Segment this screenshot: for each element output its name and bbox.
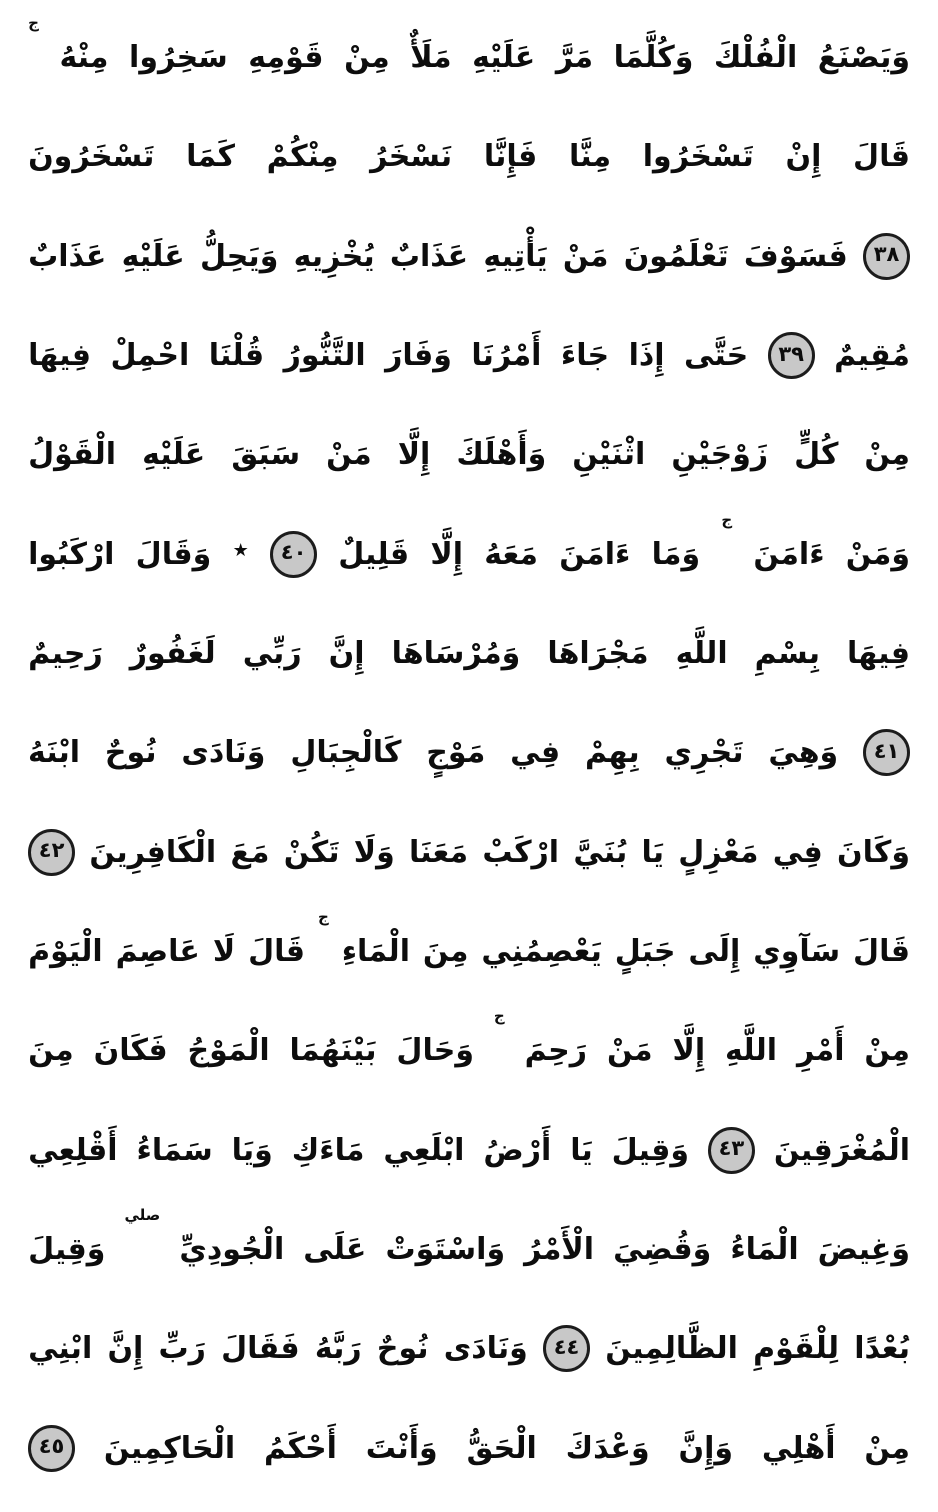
ayah-word: يَا (570, 1132, 593, 1168)
ayah-word: وَإِنَّ (678, 1430, 734, 1466)
waqf-mark: ج (493, 1007, 505, 1026)
ayah-word: وَغِيضَ (817, 1232, 910, 1268)
ayah-word: ارْكَبْ (482, 834, 560, 870)
ayah-word: تَعْلَمُونَ (623, 238, 729, 274)
ayah-word: لِلْقَوْمِ (753, 1331, 839, 1367)
ayah-word: بَيْنَهُمَا (289, 1033, 377, 1069)
ayah-word: وَيَصْنَعُ (817, 40, 910, 76)
ayah-word: الْفُلْكَ (713, 40, 798, 76)
ayah-word: الْقَوْلُ (28, 437, 117, 473)
ayah-word: تَكُنْ (283, 834, 340, 870)
ayah-word: وَأَهْلَكَ (456, 437, 547, 473)
ayah-word: فِيهَا (28, 338, 92, 374)
ayah-word: مَنْ (562, 238, 609, 274)
ayah-word: جَبَلٍ (614, 934, 676, 970)
ayah-word: وَيَحِلُّ (200, 238, 279, 274)
ayah-word: إِلَى (688, 934, 741, 970)
ayah-word: ءَامَنَ (753, 536, 825, 572)
ayah-word: مِنْ (864, 1430, 910, 1466)
ayah-word: بُنَيَّ (573, 834, 628, 870)
ayah-word: عَاصِمَ (115, 934, 200, 970)
ayah-word: الظَّالِمِينَ (605, 1331, 738, 1367)
ayah-end-marker: ٤١ (863, 729, 910, 776)
ayah-word: الْحَاكِمِينَ (103, 1430, 236, 1466)
ayah-word: الْأَمْرُ (524, 1232, 595, 1268)
ayah-word: عَلَيْهِ (121, 238, 185, 274)
ayah-word: وَعْدَكَ (565, 1430, 650, 1466)
ayah-word: بِهِمْ (585, 735, 640, 771)
ayah-word: وَنَادَى (443, 1331, 528, 1367)
ayah-word: وَمُرْسَاهَا (391, 636, 521, 672)
ayah-word: الْحَقُّ (466, 1430, 537, 1466)
waqf-mark: صلي (124, 1205, 161, 1224)
ayah-word: سَخِرُوا (129, 40, 228, 76)
ayah-word: مِنْكُمْ (266, 139, 339, 175)
ayah-word: مَعَهُ (484, 536, 538, 572)
quran-line (28, 1101, 910, 1200)
waqf-mark: ج (28, 14, 39, 32)
ayah-word: مَعَنَا (409, 834, 469, 870)
ayah-word: قَالَ (853, 934, 910, 970)
quran-line (28, 1299, 910, 1398)
ayah-word: الْكَافِرِينَ (89, 834, 217, 870)
ayah-word: وَاسْتَوَتْ (385, 1232, 506, 1268)
ayah-word: يُخْزِيهِ (293, 238, 375, 274)
ayah-word: رَحِمَ (524, 1033, 588, 1069)
ayah-word: الْمَوْجُ (187, 1033, 270, 1069)
ayah-word: مَنْ (326, 437, 372, 473)
waqf-mark: ج (317, 907, 329, 926)
ayah-word: مِنْ (864, 437, 910, 473)
ayah-word: مِنْ (864, 1033, 910, 1069)
ayah-word: مَلَأٌ (410, 40, 452, 76)
ayah-word: فَكَانَ (93, 1033, 168, 1069)
ayah-word: رَحِيمٌ (28, 636, 103, 672)
ayah-word: مَعَ (230, 834, 270, 870)
ayah-word: حَتَّى (683, 338, 749, 374)
ayah-end-marker: ٤٣ (708, 1127, 755, 1174)
ayah-word: اللَّهِ (725, 1033, 778, 1069)
ayah-word: إِنْ (785, 139, 822, 175)
ayah-word: كَمَا (186, 139, 235, 175)
ayah-word: وَأَنْتَ (365, 1430, 438, 1466)
quran-line (28, 207, 910, 306)
ayah-word: كَالْجِبَالِ (290, 735, 402, 771)
ayah-word: الْمَاءُ (730, 1232, 799, 1268)
ayah-word: مِنْ (344, 40, 390, 76)
waqf-mark: ج (721, 510, 733, 529)
ayah-word: فَإِنَّا (483, 139, 538, 175)
ayah-word: سَبَقَ (231, 437, 301, 473)
ayah-word: ارْكَبُوا (28, 536, 115, 572)
ayah-word: اثْنَيْنِ (572, 437, 646, 473)
ayah-word: وَمَنْ (845, 536, 910, 572)
ayah-word: قَالَ (248, 934, 306, 970)
ayah-word: التَّنُّورُ (283, 338, 366, 374)
ayah-word: إِنَّ (107, 1331, 144, 1367)
ayah-word: مَعْزِلٍ (678, 834, 759, 870)
ayah-word: وَهِيَ (768, 735, 839, 771)
ayah-word: مَنْ (607, 1033, 653, 1069)
ayah-word: تَجْرِي (664, 735, 744, 771)
ayah-word: فَقَالَ (221, 1331, 300, 1367)
ayah-word: احْمِلْ (110, 338, 190, 374)
ayah-word: سَمَاءُ (136, 1132, 213, 1168)
ayah-word: مِنَّا (568, 139, 612, 175)
ayah-word: عَذَابٌ (389, 238, 469, 274)
ayah-word: وَكُلَّمَا (613, 40, 694, 76)
ayah-word: وَفَارَ (385, 338, 452, 374)
quran-line (28, 1399, 910, 1498)
ayah-word: الْيَوْمَ (28, 934, 103, 970)
ayah-word: فَسَوْفَ (743, 238, 848, 274)
ayah-word: عَلَى (303, 1232, 367, 1268)
ayah-word: عَلَيْهِ (472, 40, 536, 76)
ayah-word: إِلَّا (430, 536, 464, 572)
quran-line (28, 1200, 910, 1299)
ayah-word: الْمَاءِ (341, 934, 410, 970)
ayah-word: وَقِيلَ (28, 1232, 106, 1268)
ayah-word: نَسْخَرُ (370, 139, 453, 175)
ayah-word: قَوْمِهِ (248, 40, 324, 76)
ayah-word: أَمْرُنَا (471, 338, 542, 374)
ayah-word: مَجْرَاهَا (547, 636, 649, 672)
ayah-word: رَبِّي (242, 636, 302, 672)
ayah-word: مُقِيمٌ (834, 338, 910, 374)
ayah-word: فِي (510, 735, 561, 771)
ayah-word: إِلَّا (397, 437, 431, 473)
ayah-word: الْمُغْرَقِينَ (773, 1132, 910, 1168)
ayah-word: تَسْخَرُوا (642, 139, 754, 175)
ayah-word: قَلِيلٌ (338, 536, 410, 572)
ayah-word: إِنَّ (328, 636, 365, 672)
ayah-word: كُلٍّ (794, 437, 839, 473)
ayah-word: ءَامَنَ (559, 536, 631, 572)
ayah-end-marker: ٤٢ (28, 829, 75, 876)
ayah-word: وَقِيلَ (611, 1132, 689, 1168)
ayah-word: قَالَ (853, 139, 910, 175)
quran-line (28, 1001, 910, 1100)
ayah-end-marker: ٤٠ (270, 531, 317, 578)
quran-line (28, 803, 910, 902)
ayah-word: وَقَالَ (135, 536, 212, 572)
ayah-word: مَرَّ (555, 40, 594, 76)
quran-line (28, 306, 910, 405)
ayah-word: يَعْصِمُنِي (481, 934, 602, 970)
ayah-word: مَوْجٍ (426, 735, 486, 771)
ayah-word: إِذَا (628, 338, 665, 374)
ayah-word: الْجُودِيِّ (179, 1232, 285, 1268)
ayah-word: إِلَّا (672, 1033, 706, 1069)
ayah-word: نُوحٌ (376, 1331, 429, 1367)
ayah-end-marker: ٣٨ (863, 233, 910, 280)
quran-line (28, 405, 910, 504)
ayah-word: ابْنِي (28, 1331, 93, 1367)
ayah-word: عَذَابٌ (28, 238, 107, 274)
ayah-word: قُلْنَا (208, 338, 265, 374)
quran-line (28, 107, 910, 206)
quran-line (28, 902, 910, 1001)
ayah-word: رَبَّهُ (314, 1331, 362, 1367)
ayah-word: وَقُضِيَ (613, 1232, 712, 1268)
ayah-word: أَقْلِعِي (28, 1132, 118, 1168)
ayah-word: جَاءَ (560, 338, 610, 374)
ayah-word: يَا (641, 834, 665, 870)
ayah-word: أَحْكَمُ (264, 1430, 337, 1466)
ayah-word: تَسْخَرُونَ (28, 139, 155, 175)
ayah-word: لَا (212, 934, 236, 970)
ayah-word: أَرْضُ (483, 1132, 552, 1168)
ayah-word: لَغَفُورٌ (129, 636, 216, 672)
ayah-word: وَلَا (353, 834, 395, 870)
ayah-end-marker: ٤٤ (543, 1325, 590, 1372)
ayah-word: فِيهَا (847, 636, 910, 672)
ayah-word: زَوْجَيْنِ (671, 437, 769, 473)
ayah-end-marker: ٤٥ (28, 1425, 75, 1472)
ayah-word: بِسْمِ (754, 636, 820, 672)
ayah-word: عَلَيْهِ (142, 437, 206, 473)
ayah-word: وَنَادَى (181, 735, 266, 771)
ayah-word: مِنَ (28, 1033, 74, 1069)
ayah-word: اللَّهِ (675, 636, 728, 672)
ayah-word: مِنَ (422, 934, 469, 970)
quran-line (28, 604, 910, 703)
ayah-word: مِنْهُ (59, 40, 109, 76)
quran-line (28, 8, 910, 107)
ayah-word: ابْنَهُ (28, 735, 80, 771)
quran-line (28, 703, 910, 802)
ayah-word: أَمْرِ (796, 1033, 845, 1069)
ayah-word: سَآوِي (753, 934, 841, 970)
ayah-word: وَكَانَ (837, 834, 910, 870)
ayah-word: وَحَالَ (396, 1033, 474, 1069)
ayah-word: بُعْدًا (854, 1331, 910, 1367)
ayah-word: ابْلَعِي (383, 1132, 465, 1168)
ayah-word: وَيَا (231, 1132, 273, 1168)
ayah-word: يَأْتِيهِ (483, 238, 548, 274)
ayah-end-marker: ٣٩ (768, 332, 815, 379)
rub-el-hizb-icon: ٭ (232, 532, 249, 568)
ayah-word: أَهْلِي (761, 1430, 836, 1466)
ayah-word: وَمَا (651, 536, 701, 572)
ayah-word: فِي (772, 834, 823, 870)
ayah-word: مَاءَكِ (291, 1132, 365, 1168)
quran-line (28, 505, 910, 604)
ayah-word: رَبِّ (158, 1331, 206, 1367)
ayah-word: نُوحٌ (104, 735, 157, 771)
